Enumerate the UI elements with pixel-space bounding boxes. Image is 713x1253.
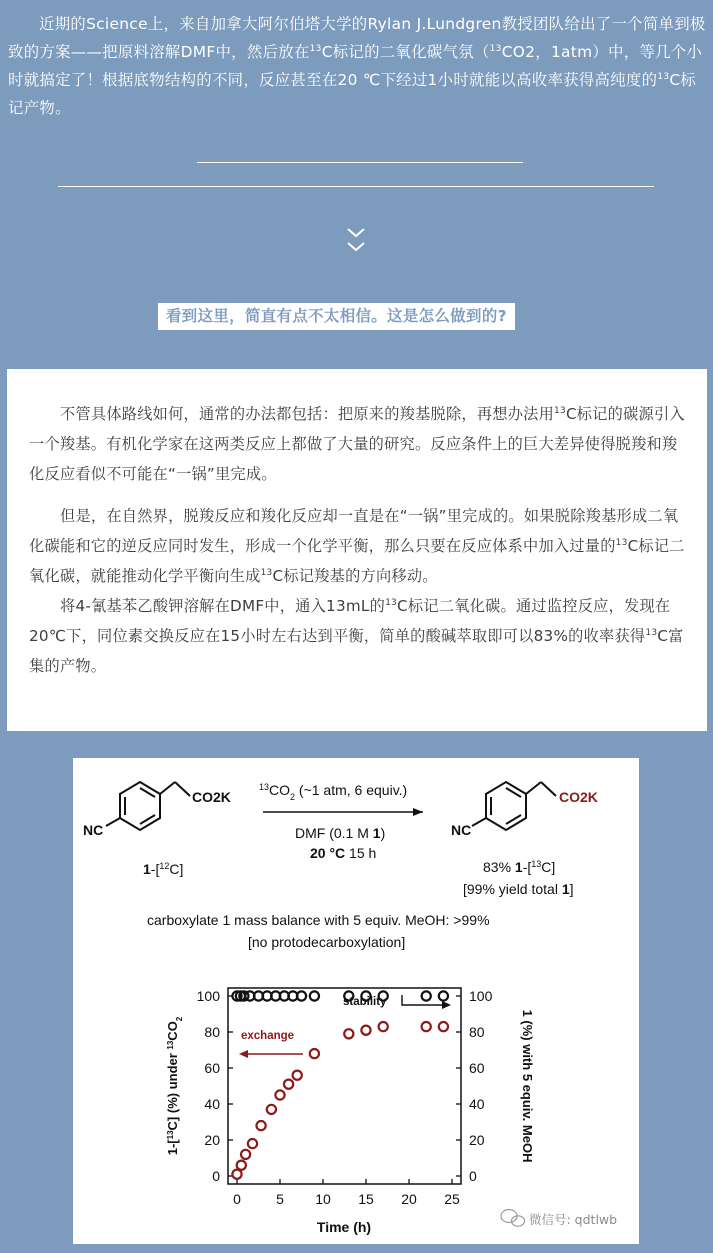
x-tick-label: 20 (401, 1191, 417, 1207)
sm-carboxylate-label: CO2K (192, 789, 231, 805)
card-sup: 13 (554, 406, 566, 416)
card-paragraph-2 (29, 501, 687, 591)
chart-frame (228, 988, 461, 1184)
exchange-data-point (361, 1026, 370, 1035)
exchange-data-point (422, 1022, 431, 1031)
card-text: C标记羧基的方向移动。 (272, 567, 438, 585)
reaction-arrowhead (413, 808, 423, 816)
intro-paragraph (8, 10, 708, 122)
x-axis-title: Time (h) (316, 1219, 372, 1235)
exchange-data-point (293, 1071, 302, 1080)
product-yield-label: 83% 1-[$^{13}$C] (483, 859, 556, 875)
exchange-data-point (284, 1080, 293, 1089)
highlight-banner: 看到这里，简直有点不太相信。这是怎么做到的? (158, 303, 515, 330)
starting-material-structure (106, 782, 190, 830)
product-structure (472, 782, 556, 830)
temperature-label: 20 °C 15 h (310, 845, 377, 861)
card-text: C标记二氧化碳。通过监控反应，发现在20℃下，同位素交换反应在15小时左右达到平衡，简单的酸碱萃取即可以83%的收率获得 (29, 597, 671, 645)
solvent-label: DMF (0.1 M 1) (295, 825, 386, 841)
exchange-data-point (232, 1170, 241, 1179)
exchange-data-point (237, 1161, 246, 1170)
intro-text (8, 10, 708, 122)
reagent-label: $^{13}CO_2$ (~1 atm, 6 equiv.) (259, 782, 408, 802)
product-total-label: [99% yield total 1] (463, 881, 574, 897)
card-text: C标记的碳源引入一个羧基。有机化学家在这两类反应上都做了大量的研究。反应条件上的巨大差异使得脱羧和羧化反应看似不可能在“一锅”里完成。 (29, 405, 685, 483)
y-tick-label-right: 40 (469, 1096, 485, 1112)
y-axis-right-title: 1 (%) with 5 equiv. MeOH (520, 1009, 535, 1163)
sm-compound-label: 1-[$^{12}$C] (143, 861, 184, 877)
protodecarboxylation-label: [no protodecarboxylation] (248, 934, 406, 950)
wechat-icon (501, 1210, 525, 1227)
y-tick-label-right: 0 (469, 1168, 477, 1184)
intro-text-b: C标记的二氧化碳气氛（ (321, 43, 490, 61)
card-text: 但是，在自然界，脱羧反应和羧化反应却一直是在“一锅”里完成的。如果脱除羧基形成二氧化碳能和它的逆反应同时发生，形成一个化学平衡，那么只要在反应体系中加入过量的 (29, 507, 679, 555)
product-nitrile-label: NC (451, 822, 472, 838)
watermark-text: 微信号: qdtlwb (529, 1212, 618, 1227)
intro-sup: 13 (309, 44, 322, 54)
card-sup: 13 (615, 538, 628, 548)
x-tick-label: 15 (358, 1191, 374, 1207)
y-tick-label-right: 80 (469, 1024, 485, 1040)
stability-data-point (439, 991, 448, 1000)
y-tick-label-left: 20 (204, 1132, 220, 1148)
card-sup: 13 (385, 598, 398, 608)
card-paragraph-1 (29, 399, 687, 489)
y-axis-left-title: 1-[$^{13}$C] (%) under $^{13}CO_2$ (165, 1016, 184, 1156)
figure-svg (73, 758, 639, 1244)
y-tick-label-right: 100 (469, 988, 493, 1004)
stability-data-point (310, 991, 319, 1000)
exchange-data-point (344, 1029, 353, 1038)
reaction-figure (73, 758, 639, 1244)
x-tick-label: 5 (276, 1191, 284, 1207)
sm-nitrile-label: NC (83, 822, 104, 838)
stability-annotation: stability (343, 996, 387, 1008)
product-carboxylate-label: CO2K (559, 789, 598, 805)
exchange-data-point (241, 1150, 250, 1159)
card-text: C标记二氧化碳，就能推动化学平衡向生成 (29, 537, 685, 585)
exchange-arrowhead (239, 1050, 248, 1058)
y-tick-label-left: 40 (204, 1096, 220, 1112)
y-tick-label-left: 100 (196, 988, 220, 1004)
intro-sup: 13 (657, 72, 670, 82)
y-tick-label-right: 60 (469, 1060, 485, 1076)
intro-text-a: 近期的Science上，来自加拿大阿尔伯塔大学的Rylan J.Lundgren教授团队给出了一个简单到极致的方案——把原料溶解DMF中，然后放在 (8, 15, 706, 61)
mass-balance-label: carboxylate 1 mass balance with 5 equiv. MeOH: >99% (147, 912, 490, 928)
card-text: 不管具体路线如何，通常的办法都包括：把原来的羧基脱除，再想办法用 (60, 405, 554, 423)
card-paragraph-3 (29, 591, 687, 681)
exchange-data-point (256, 1121, 265, 1130)
y-tick-label-left: 60 (204, 1060, 220, 1076)
card-sup: 13 (645, 628, 658, 638)
x-tick-label: 10 (315, 1191, 331, 1207)
exchange-data-point (439, 1022, 448, 1031)
card-text: 将4-氰基苯乙酸钾溶解在DMF中，通入13mL的 (60, 597, 386, 615)
divider-short (197, 162, 523, 163)
x-tick-label: 0 (233, 1191, 241, 1207)
intro-text-c: CO2，1atm）中，等几个小时就搞定了！根据底物结构的不同，反应甚至在20 ℃下经过1小时就能以高收率获得高纯度的 (8, 43, 703, 89)
double-chevron-down-icon (344, 225, 368, 255)
card-sup: 13 (260, 568, 273, 578)
exchange-data-point (275, 1090, 284, 1099)
divider-long (58, 186, 654, 187)
x-axis (233, 1179, 460, 1207)
exchange-chart (165, 988, 535, 1235)
exchange-annotation: exchange (241, 1030, 295, 1042)
y-tick-label-left: 80 (204, 1024, 220, 1040)
stability-data-point (422, 991, 431, 1000)
exchange-data-point (310, 1049, 319, 1058)
intro-text-d: C标记产物。 (8, 71, 697, 117)
exchange-data-point (248, 1139, 257, 1148)
article-card (7, 369, 707, 731)
y-tick-label-right: 20 (469, 1132, 485, 1148)
exchange-data-point (267, 1105, 276, 1114)
stability-arrowhead (442, 1001, 451, 1009)
x-tick-label: 25 (444, 1191, 460, 1207)
exchange-data-point (379, 1022, 388, 1031)
chart-points (232, 991, 448, 1178)
intro-sup: 13 (489, 44, 502, 54)
card-text: C富集的产物。 (29, 627, 684, 675)
y-tick-label-left: 0 (212, 1168, 220, 1184)
